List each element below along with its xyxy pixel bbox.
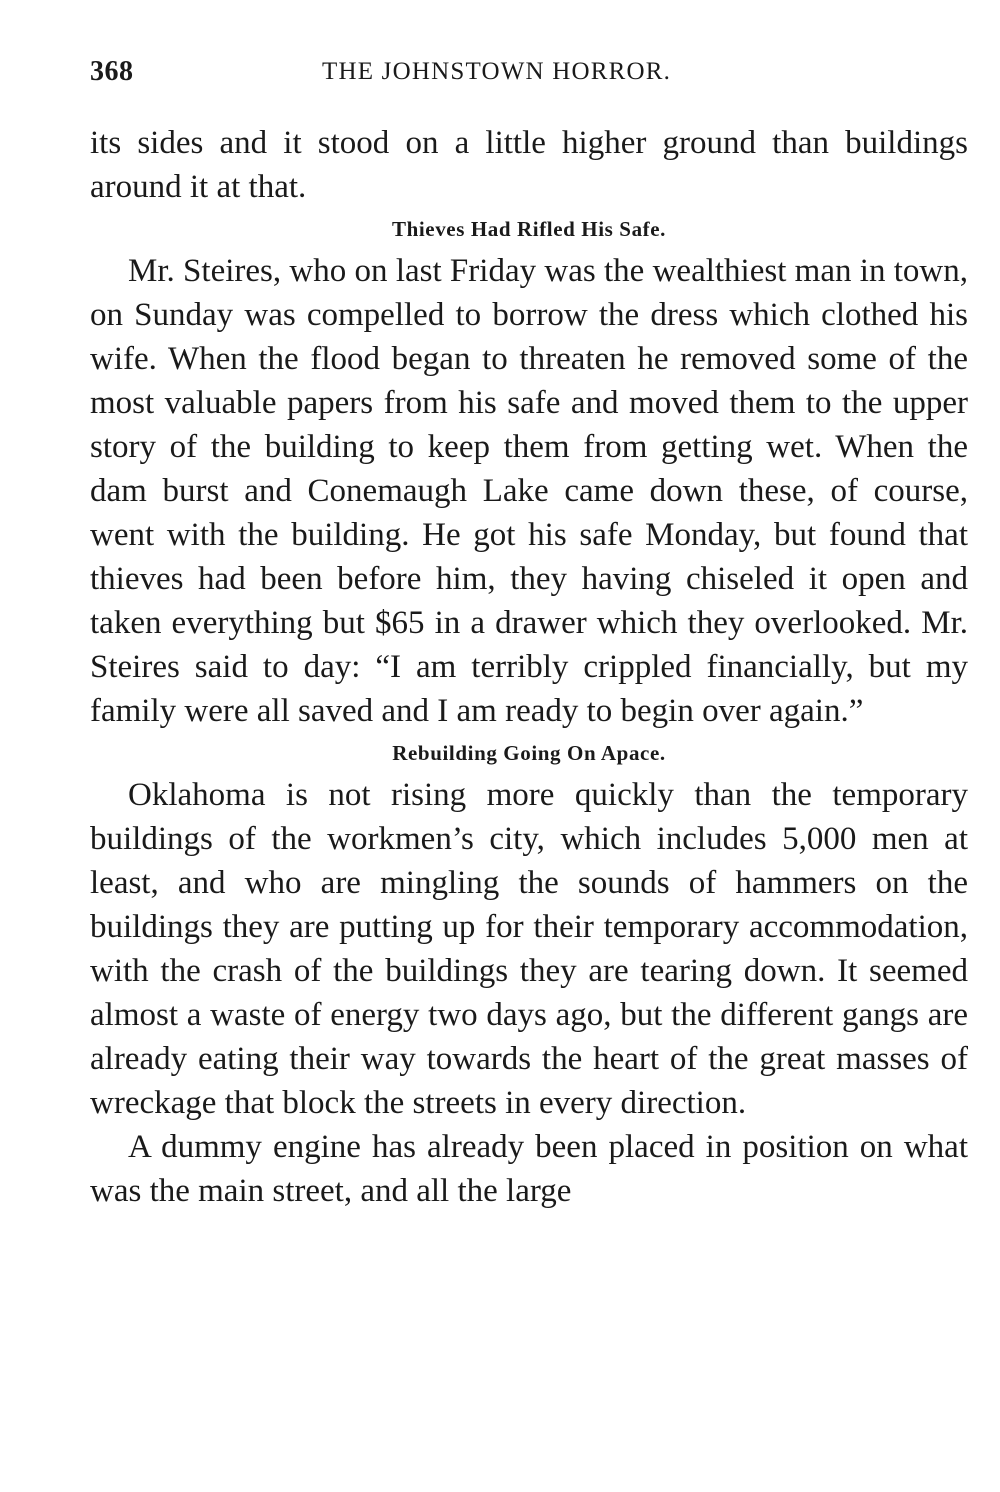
running-head: [90, 56, 970, 96]
paragraph-continued: its sides and it stood on a little higher ground than buildings around it at that.: [90, 125, 968, 205]
body-text: [90, 121, 968, 1213]
section-heading-rebuilding: Rebuilding Going On Apace.: [392, 741, 666, 765]
paragraph-steires: Mr. Steires, who on last Friday was the wealthiest man in town, on Sunday was compelled to borrow the dress which clothed his wife. When the flood began to threaten he removed some of the most valuable papers from his safe and moved them to the upper story of the building to keep them from getting wet. When the dam burst and Conemaugh Lake came down these, of course, went with the building. He got his safe Monday, but found that thieves had been before him, they having chiseled it open and taken everything but $65 in a drawer which they overlooked. Mr. Steires said to day: “I am terribly crippled financially, but my family were all saved and I am ready to begin over again.”: [90, 253, 968, 729]
section-heading-thieves: Thieves Had Rifled His Safe.: [391, 217, 667, 241]
running-title: THE JOHNSTOWN HORROR.: [322, 58, 672, 85]
paragraph-dummy-engine: A dummy engine has already been placed in position on what was the main street, and all the large: [90, 1129, 968, 1209]
paragraph-oklahoma: Oklahoma is not rising more quickly than the temporary buildings of the workmen’s city, which includes 5,000 men at least, and who are mingling the sounds of hammers on the buildings they are putting up for their temporary accommodation, with the crash of the buildings they are tearing down. It seemed almost a waste of energy two days ago, but the different gangs are already eating their way towards the heart of the great masses of wreckage that block the streets in every direction.: [90, 777, 968, 1121]
page-number: 368: [90, 56, 134, 87]
